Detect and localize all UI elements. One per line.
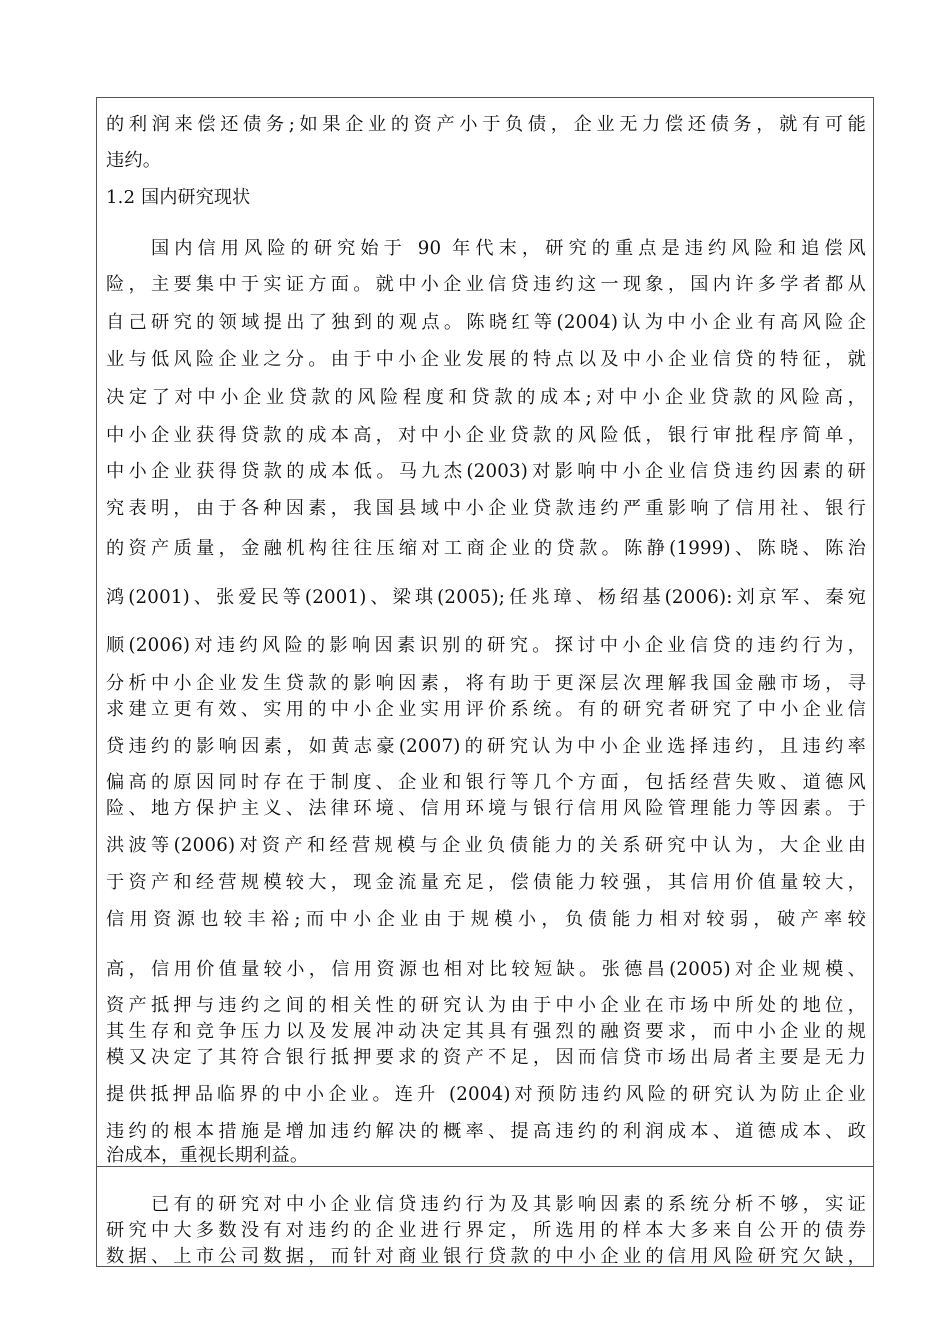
text-line: 偏高的原因同时存在于制度、企业和银行等几个方面，包括经营失败、道德风: [106, 772, 866, 793]
text-line: 治成本，重视长期利益。: [106, 1145, 309, 1166]
text-line: 业与低风险企业之分。由于中小企业发展的特点以及中小企业信贷的特征，就: [106, 349, 866, 370]
text-line: 自己研究的领域提出了独到的观点。陈晓红等(2004)认为中小企业有高风险企: [106, 312, 866, 333]
paragraph-first-line: 国内信用风险的研究始于 90 年代末，研究的重点是违约风险和追偿风: [151, 238, 866, 259]
text-line: 究表明，由于各种因素，我国县域中小企业贷款违约严重影响了信用社、银行: [106, 498, 866, 519]
text-line: 信用资源也较丰裕;而中小企业由于规模小，负债能力相对较弱，破产率较: [106, 909, 866, 930]
text-line: 其生存和竞争压力以及发展冲动决定其具有强烈的融资要求，而中小企业的规: [106, 1021, 866, 1042]
text-line: 分析中小企业发生贷款的影响因素，将有助于更深层次理解我国金融市场，寻: [106, 673, 866, 694]
text-line: 于资产和经营规模较大，现金流量充足，偿债能力较强，其信用价值量较大，: [106, 872, 866, 893]
text-line: 的资产质量，金融机构往往压缩对工商企业的贷款。陈静(1999)、陈晓、陈治: [106, 538, 866, 559]
text-line: 研究中大多数没有对违约的企业进行界定，所选用的样本大多来自公开的债券: [106, 1220, 866, 1241]
text-line: 决定了对中小企业贷款的风险程度和贷款的成本;对中小企业贷款的风险高，: [106, 387, 866, 408]
text-line: 提供抵押品临界的中小企业。连升 (2004)对预防违约风险的研究认为防止企业: [106, 1084, 866, 1105]
text-line: 数据、上市公司数据，而针对商业银行贷款的中小企业的信用风险研究欠缺，: [106, 1246, 866, 1267]
text-line: 贷违约的影响因素，如黄志豪(2007)的研究认为中小企业选择违约，且违约率: [106, 736, 866, 757]
text-line: 求建立更有效、实用的中小企业实用评价系统。有的研究者研究了中小企业信: [106, 699, 866, 720]
text-line: 险、地方保护主义、法律环境、信用环境与银行信用风险管理能力等因素。于: [106, 798, 866, 819]
text-line: 险，主要集中于实证方面。就中小企业信贷违约这一现象，国内许多学者都从: [106, 274, 866, 295]
text-line: 顺(2006)对违约风险的影响因素识别的研究。探讨中小企业信贷的违约行为，: [106, 635, 866, 656]
text-line: 中小企业获得贷款的成本高，对中小企业贷款的风险低，银行审批程序简单，: [106, 425, 866, 446]
text-line: 高，信用价值量较小，信用资源也相对比较短缺。张德昌(2005)对企业规模、: [106, 959, 866, 980]
text-line: 违约。: [106, 150, 162, 171]
text-line: 鸿(2001)、张爱民等(2001)、梁琪(2005);任兆璋、杨绍基(2006):刘京军、秦宛: [106, 587, 866, 608]
paragraph-first-line: 已有的研究对中小企业信贷违约行为及其影响因素的系统分析不够，实证: [151, 1194, 866, 1215]
text-line: 洪波等(2006)对资产和经营规模与企业负债能力的关系研究中认为，大企业由: [106, 835, 866, 856]
text-line: 违约的根本措施是增加违约解决的概率、提高违约的利润成本、道德成本、政: [106, 1121, 866, 1142]
text-line: 中小企业获得贷款的成本低。马九杰(2003)对影响中小企业信贷违约因素的研: [106, 461, 866, 482]
text-line: 资产抵押与违约之间的相关性的研究认为由于中小企业在市场中所处的地位，: [106, 995, 866, 1016]
section-heading: 1.2 国内研究现状: [106, 187, 251, 208]
text-line: 的利润来偿还债务;如果企业的资产小于负债，企业无力偿还债务，就有可能: [106, 114, 866, 135]
text-line: 模又决定了其符合银行抵押要求的资产不足，因而信贷市场出局者主要是无力: [106, 1047, 866, 1068]
